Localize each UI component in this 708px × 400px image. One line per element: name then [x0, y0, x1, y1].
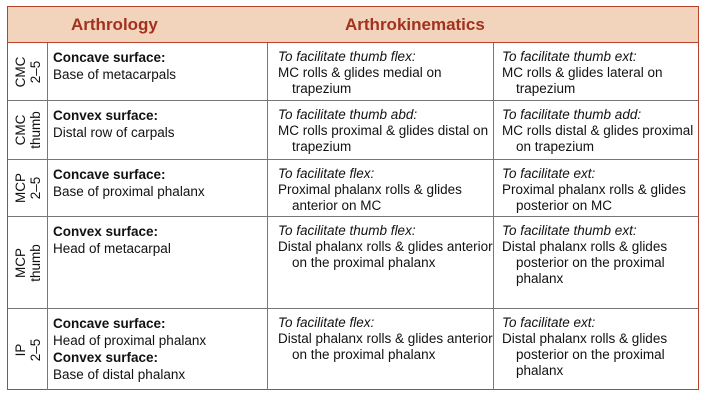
surface-label-2: Convex surface:	[53, 350, 159, 365]
motion-text: Proximal phalanx rolls & glides posterior on MC	[502, 182, 686, 213]
kinematics-cell-1	[269, 217, 494, 308]
motion-heading: To facilitate thumb flex:	[278, 223, 416, 238]
table-row	[8, 217, 698, 309]
motion-text: MC rolls distal & glides proximal on trapezium	[502, 123, 694, 154]
arthrology-table	[7, 6, 699, 390]
motion-text: Distal phalanx rolls & glides posterior on the proximal phalanx	[502, 331, 668, 378]
motion-text: MC rolls & glides medial on trapezium	[278, 65, 442, 96]
joint-label-cell	[8, 160, 48, 216]
surface-text: Base of metacarpals	[53, 67, 177, 82]
joint-label: CMC thumb	[12, 111, 43, 149]
table-row	[8, 309, 698, 390]
surface-text: Head of metacarpal	[53, 241, 171, 256]
arthrology-cell	[49, 43, 268, 100]
surface-label: Concave surface:	[53, 316, 166, 331]
surface-label: Convex surface:	[53, 224, 159, 239]
surface-text: Head of proximal phalanx	[53, 333, 207, 348]
motion-text: Proximal phalanx rolls & glides anterior on MC	[278, 182, 462, 213]
joint-label-cell	[8, 101, 48, 159]
joint-label: CMC 2–5	[12, 56, 43, 87]
kinematics-cell-2	[495, 309, 698, 390]
surface-label: Concave surface:	[53, 167, 166, 182]
table-row	[8, 43, 698, 101]
table-header	[8, 7, 698, 43]
motion-text: Distal phalanx rolls & glides posterior on the proximal phalanx	[502, 239, 668, 286]
arthrology-cell	[49, 217, 268, 308]
surface-text: Base of proximal phalanx	[53, 184, 205, 199]
arthrology-cell	[49, 160, 268, 216]
motion-heading: To facilitate flex:	[278, 315, 375, 330]
motion-text: Distal phalanx rolls & glides anterior on the proximal phalanx	[278, 239, 493, 270]
header-arthrology: Arthrology	[71, 15, 158, 34]
header-arthrokinematics: Arthrokinematics	[345, 15, 485, 34]
motion-heading: To facilitate thumb flex:	[278, 49, 416, 64]
arthrology-cell	[49, 309, 268, 390]
joint-label: MCP 2–5	[12, 173, 43, 203]
kinematics-cell-2	[495, 217, 698, 308]
joint-label-cell	[8, 309, 48, 390]
table-row	[8, 160, 698, 217]
joint-label: IP 2–5	[12, 338, 43, 361]
kinematics-cell-2	[495, 160, 698, 216]
joint-label-cell	[8, 43, 48, 100]
kinematics-cell-1	[269, 101, 494, 159]
motion-heading: To facilitate thumb ext:	[502, 49, 637, 64]
motion-heading: To facilitate flex:	[278, 166, 375, 181]
kinematics-cell-2	[495, 43, 698, 100]
motion-heading: To facilitate thumb ext:	[502, 223, 637, 238]
motion-text: Distal phalanx rolls & glides anterior on the proximal phalanx	[278, 331, 493, 362]
surface-text: Distal row of carpals	[53, 125, 175, 140]
motion-text: MC rolls proximal & glides distal on trapezium	[278, 123, 489, 154]
motion-heading: To facilitate thumb abd:	[278, 107, 418, 122]
surface-label: Convex surface:	[53, 108, 159, 123]
kinematics-cell-1	[269, 43, 494, 100]
motion-heading: To facilitate thumb add:	[502, 107, 642, 122]
joint-label: MCP thumb	[12, 243, 43, 282]
surface-text-2: Base of distal phalanx	[53, 367, 186, 382]
kinematics-cell-1	[269, 309, 494, 390]
table-row	[8, 101, 698, 160]
kinematics-cell-1	[269, 160, 494, 216]
motion-heading: To facilitate ext:	[502, 166, 596, 181]
motion-heading: To facilitate ext:	[502, 315, 596, 330]
arthrology-cell	[49, 101, 268, 159]
motion-text: MC rolls & glides lateral on trapezium	[502, 65, 663, 96]
surface-label: Concave surface:	[53, 50, 166, 65]
kinematics-cell-2	[495, 101, 698, 159]
joint-label-cell	[8, 217, 48, 308]
